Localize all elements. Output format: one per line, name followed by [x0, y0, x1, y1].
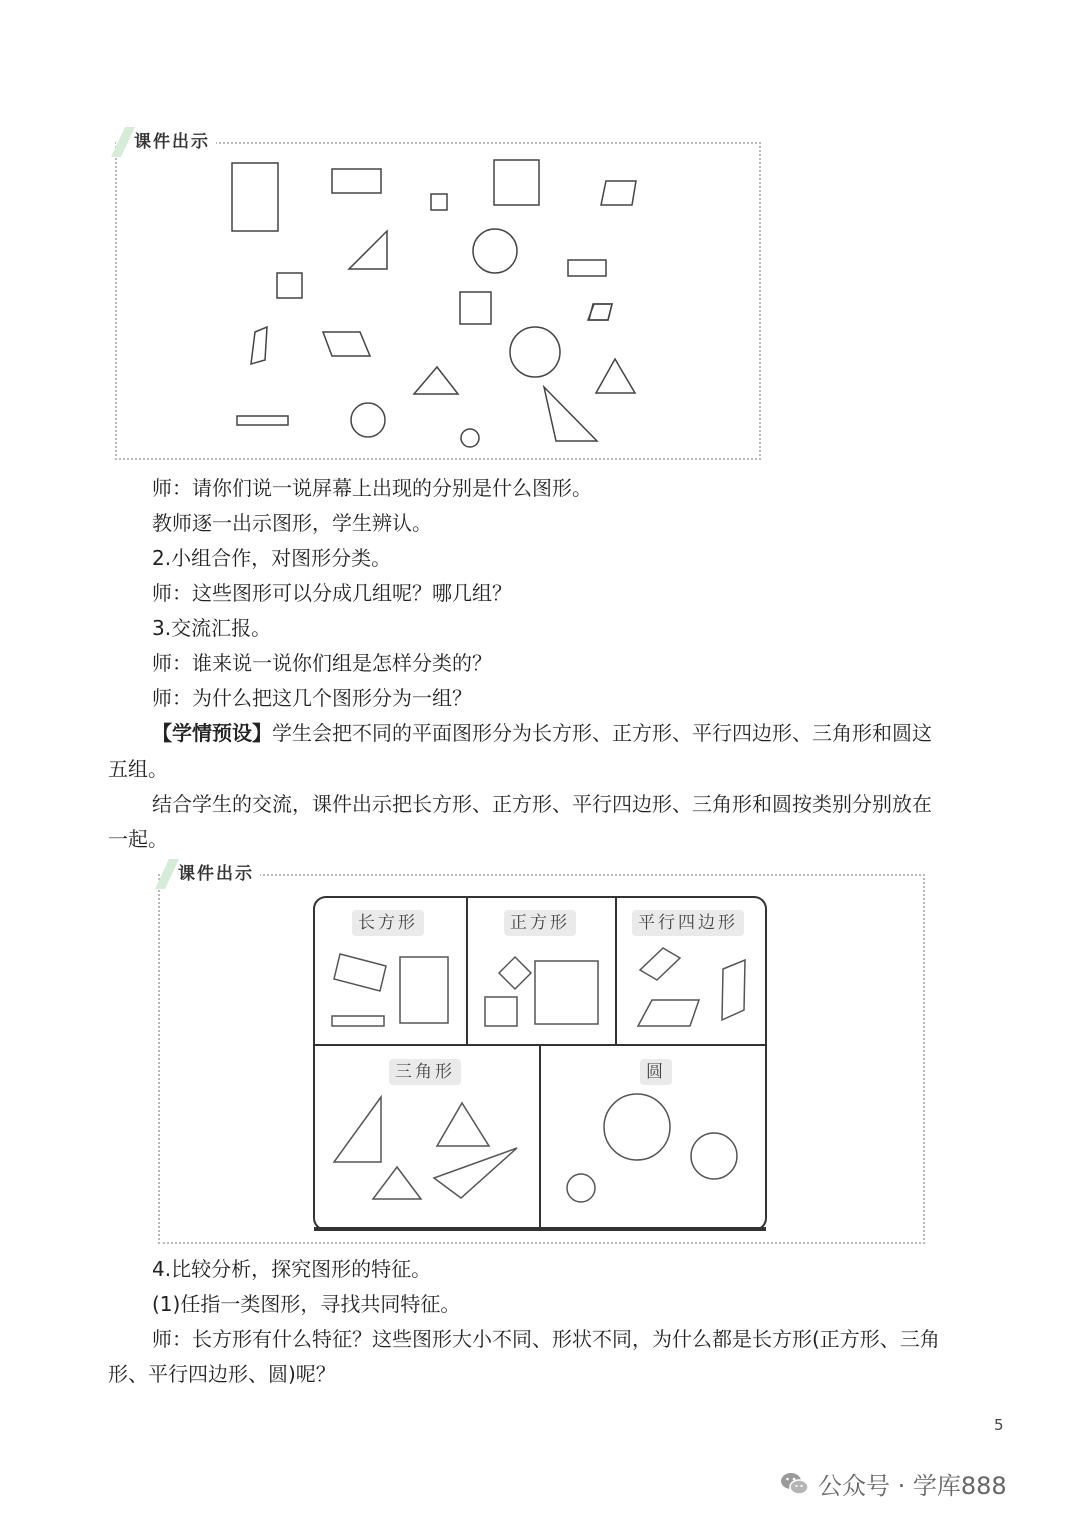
- triangle-shape: [437, 1103, 489, 1146]
- triangle-shape: [434, 1148, 517, 1198]
- courseware-tag-1: 课件出示: [116, 129, 216, 155]
- text-line: 师：长方形有什么特征？这些图形大小不同、形状不同，为什么都是长方形(正方形、三角: [152, 1327, 940, 1351]
- parallelogram-shape: [638, 1000, 699, 1026]
- category-label-square: 正方形: [504, 910, 576, 936]
- parallelogram-shape: [722, 960, 745, 1020]
- preset-text: 学生会把不同的平面图形分为长方形、正方形、平行四边形、三角形和圆这: [272, 721, 932, 745]
- circle-shape: [604, 1094, 670, 1160]
- text-line: 2.小组合作，对图形分类。: [152, 546, 392, 570]
- category-label-parallelogram: 平行四边形: [632, 910, 744, 936]
- triangle-shape: [373, 1167, 421, 1199]
- category-label-rectangle: 长方形: [352, 910, 424, 936]
- rectangle-shape: [334, 954, 386, 991]
- courseware-tag-2: 课件出示: [160, 861, 260, 887]
- preset-tag: 【学情预设】: [152, 721, 272, 745]
- page-number: 5: [994, 1416, 1004, 1434]
- text-line: 师：请你们说一说屏幕上出现的分别是什么图形。: [152, 476, 592, 500]
- square-shape: [499, 957, 531, 989]
- text-line: 4.比较分析，探究图形的特征。: [152, 1257, 432, 1281]
- text-line: 师：谁来说一说你们组是怎样分类的？: [152, 651, 492, 675]
- footer-watermark: [780, 1466, 1007, 1501]
- circle-shape: [567, 1174, 595, 1202]
- square-shape: [535, 961, 598, 1024]
- wechat-icon: [780, 1471, 810, 1497]
- text-line: 教师逐一出示图形，学生辨认。: [152, 511, 432, 535]
- text-line: 师：这些图形可以分成几组呢？哪几组？: [152, 581, 512, 605]
- parallelogram-shape: [640, 948, 680, 980]
- rectangle-shape: [400, 957, 448, 1023]
- combine-paragraph-line1: 结合学生的交流，课件出示把长方形、正方形、平行四边形、三角形和圆按类别分别放在: [152, 792, 932, 816]
- combine-paragraph-line2: 一起。: [108, 827, 168, 851]
- circle-shape: [691, 1133, 737, 1179]
- square-shape: [485, 997, 517, 1026]
- text-line: (1)任指一类图形，寻找共同特征。: [152, 1292, 461, 1316]
- rectangle-shape: [332, 1016, 384, 1026]
- text-line: 3.交流汇报。: [152, 616, 272, 640]
- triangle-shape: [334, 1097, 381, 1162]
- category-label-triangle: 三角形: [389, 1059, 461, 1085]
- category-label-circle: 圆: [640, 1059, 672, 1085]
- preset-paragraph-line2: 五组。: [108, 757, 168, 781]
- text-line: 形、平行四边形、圆)呢？: [108, 1362, 336, 1386]
- text-line: 师：为什么把这几个图形分为一组？: [152, 686, 472, 710]
- footer-text: 公众号 · 学库888: [818, 1472, 1007, 1500]
